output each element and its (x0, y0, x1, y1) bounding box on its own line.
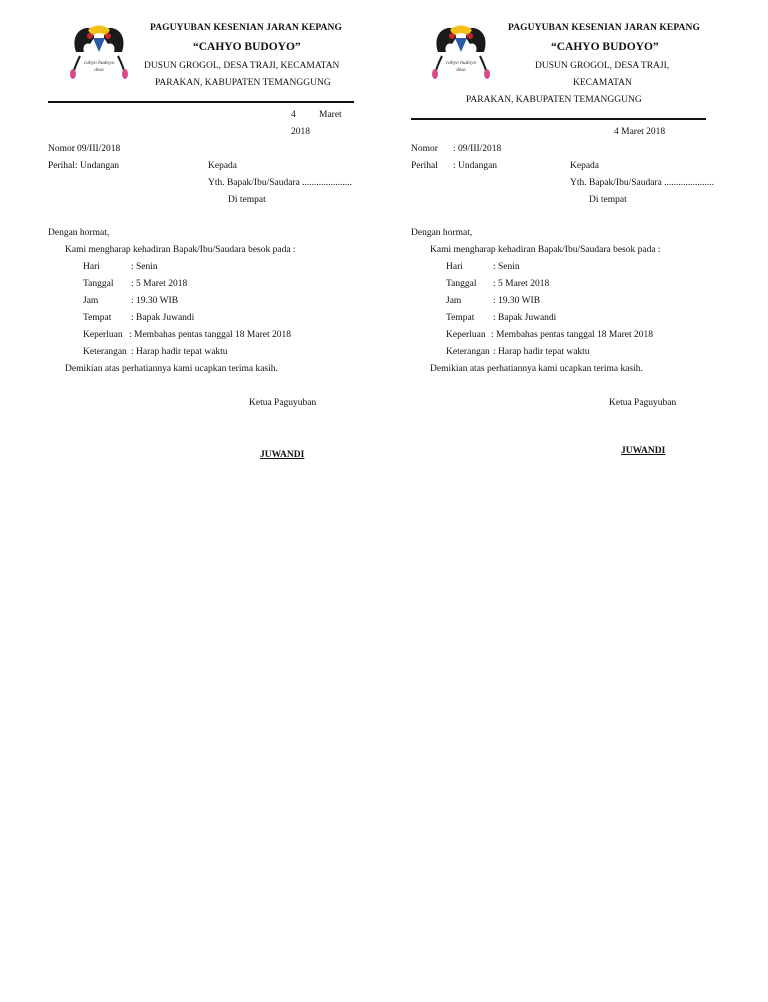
detail-label: Jam (83, 296, 99, 306)
detail-value: : Senin (493, 262, 520, 272)
svg-text:desa: desa (94, 68, 104, 73)
svg-text:cahyo budoyo: cahyo budoyo (445, 60, 477, 66)
recipient: Yth. Bapak/Ibu/Saudara ..................... (208, 178, 353, 188)
detail-value: : Senin (131, 262, 158, 272)
detail-label: Keperluan (446, 330, 486, 340)
closing-text: Demikian atas perhatiannya kami ucapkan terima kasih. (430, 364, 643, 374)
nomor-value: : 09/III/2018 (72, 144, 121, 154)
nomor-label: Nomor (48, 144, 75, 154)
logo-horse-icon (66, 22, 132, 80)
detail-label: Tanggal (83, 279, 114, 289)
detail-value: : Bapak Juwandi (493, 313, 557, 323)
header-divider (411, 118, 706, 120)
detail-value: : Membahas pentas tanggal 18 Maret 2018 (491, 330, 653, 340)
detail-label: Jam (446, 296, 462, 306)
perihal-label: Perihal (48, 161, 75, 171)
detail-value: : Harap hadir tepat waktu (131, 347, 228, 357)
org-name: “CAHYO BUDOYO” (193, 41, 301, 53)
perihal-label: Perihal (411, 161, 438, 171)
intro-text: Kami mengharap kehadiran Bapak/Ibu/Saudara besok pada : (65, 245, 296, 255)
signer-title: Ketua Paguyuban (609, 398, 677, 408)
di-tempat: Di tempat (589, 195, 627, 205)
salutation: Dengan hormat, (48, 228, 110, 238)
detail-label: Tempat (446, 313, 475, 323)
perihal-value: : Undangan (75, 161, 120, 171)
kepada: Kepada (570, 161, 600, 171)
detail-value: : Bapak Juwandi (131, 313, 195, 323)
signer-name: JUWANDI (621, 446, 666, 456)
org-title: PAGUYUBAN KESENIAN JARAN KEPANG (150, 23, 342, 33)
perihal-value: : Undangan (453, 161, 498, 171)
signer-title: Ketua Paguyuban (249, 398, 317, 408)
org-name: “CAHYO BUDOYO” (551, 41, 659, 53)
kepada: Kepada (208, 161, 238, 171)
svg-text:desa: desa (456, 68, 466, 73)
detail-label: Keterangan (83, 347, 127, 357)
signer-name: JUWANDI (260, 450, 305, 460)
date-full: 4 Maret 2018 (614, 127, 666, 137)
logo-horse-icon (428, 22, 494, 80)
detail-label: Keterangan (446, 347, 490, 357)
date-month: Maret (319, 110, 342, 120)
svg-text:cahyo budoyo: cahyo budoyo (83, 60, 115, 66)
nomor-value: : 09/III/2018 (453, 144, 502, 154)
detail-value: : 5 Maret 2018 (493, 279, 550, 289)
org-address-line-3: PARAKAN, KABUPATEN TEMANGGUNG (466, 95, 642, 105)
detail-label: Keperluan (83, 330, 123, 340)
detail-label: Hari (83, 262, 100, 272)
nomor-label: Nomor (411, 144, 438, 154)
org-address-line-1: DUSUN GROGOL, DESA TRAJI, KECAMATAN (144, 61, 340, 71)
date-year: 2018 (291, 127, 310, 137)
di-tempat: Di tempat (228, 195, 266, 205)
detail-label: Tempat (83, 313, 112, 323)
org-address-line-1: DUSUN GROGOL, DESA TRAJI, (535, 61, 670, 71)
detail-label: Hari (446, 262, 463, 272)
detail-value: : 19.30 WIB (493, 296, 541, 306)
detail-value: : Harap hadir tepat waktu (493, 347, 590, 357)
date-day: 4 (291, 110, 296, 120)
intro-text: Kami mengharap kehadiran Bapak/Ibu/Saudara besok pada : (430, 245, 661, 255)
closing-text: Demikian atas perhatiannya kami ucapkan terima kasih. (65, 364, 278, 374)
detail-label: Tanggal (446, 279, 477, 289)
detail-value: : 19.30 WIB (131, 296, 179, 306)
org-address-line-2: PARAKAN, KABUPATEN TEMANGGUNG (155, 78, 331, 88)
org-title: PAGUYUBAN KESENIAN JARAN KEPANG (508, 23, 700, 33)
recipient: Yth. Bapak/Ibu/Saudara ..................... (570, 178, 715, 188)
org-address-line-2: KECAMATAN (573, 78, 632, 88)
header-divider (48, 101, 354, 103)
detail-value: : 5 Maret 2018 (131, 279, 188, 289)
salutation: Dengan hormat, (411, 228, 473, 238)
detail-value: : Membahas pentas tanggal 18 Maret 2018 (129, 330, 291, 340)
